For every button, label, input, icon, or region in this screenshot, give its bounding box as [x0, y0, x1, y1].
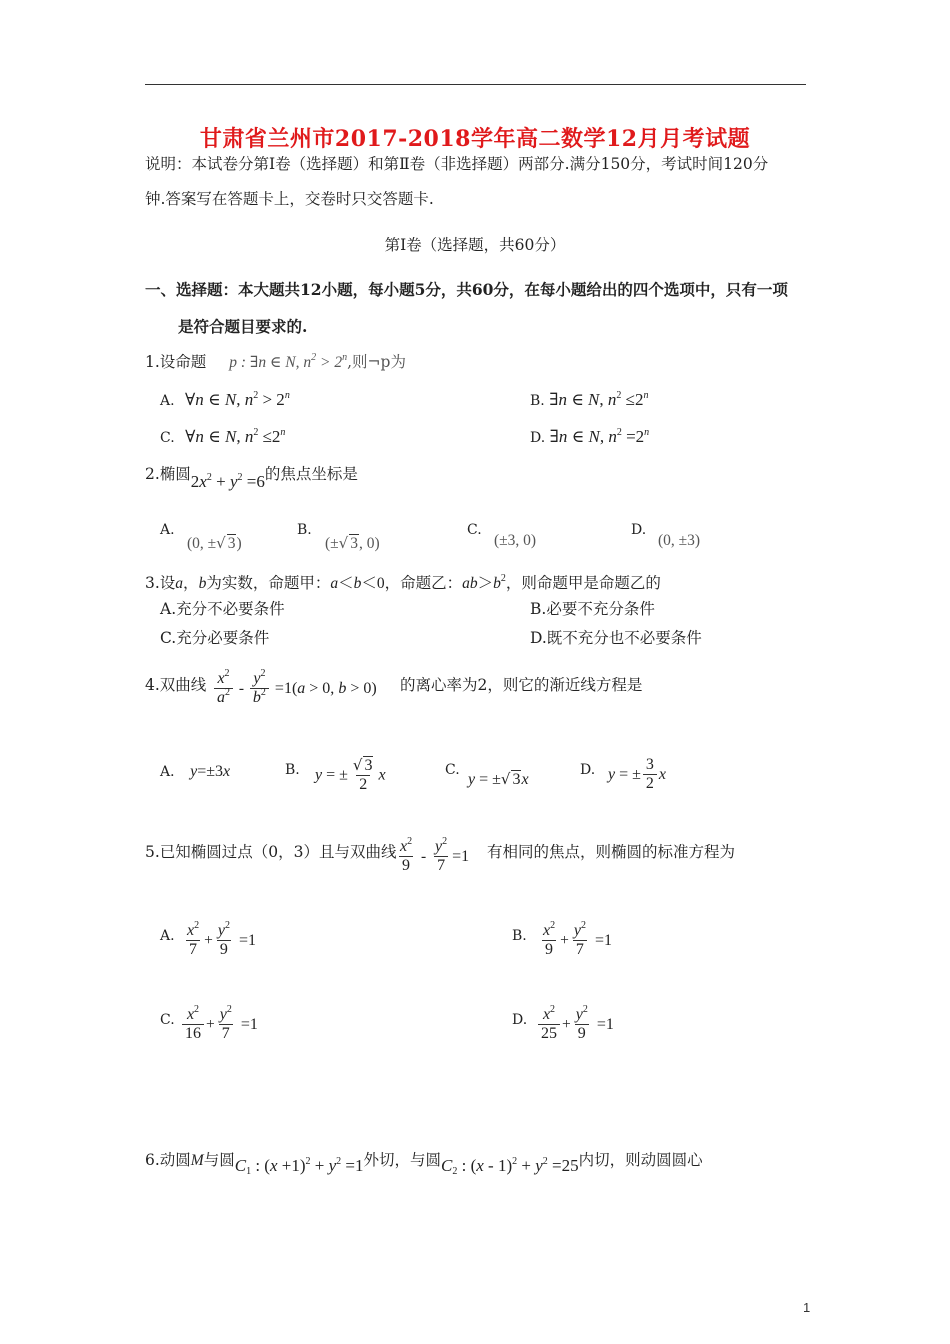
question-1-formula: p : ∃n ∈ N, $n^2 > 2^n$ [229, 352, 348, 371]
q3-option-b: B.必要不充分条件 [530, 600, 655, 618]
question-1-suffix: ,则¬p为 [347, 353, 406, 371]
question-4-suffix: 的离心率为2，则它的渐近线方程是 [400, 676, 643, 694]
q5-option-a: $\frac{x^2}{7}$ + $\frac{y^2}{9}$ =1 [187, 920, 256, 959]
q4-option-b: y = ± $\frac{√ 3}{2}$ x [315, 756, 386, 794]
q1-option-c: C. ∀n ∈ N, $n^2 \le 2^n$ [160, 427, 286, 446]
q5-option-d-label: D. [512, 1012, 528, 1028]
q4-option-b-label: B. [285, 762, 300, 778]
q2-option-a-label: A. [160, 522, 175, 538]
q2-option-d: (0, ±3) [658, 532, 701, 549]
header-rule [145, 84, 806, 85]
intro-line-1: 说明：本试卷分第Ⅰ卷（选择题）和第Ⅱ卷（非选择题）两部分.满分150分，考试时间120分 [145, 155, 769, 173]
intro-line-2: 钟.答案写在答题卡上，交卷时只交答题卡. [145, 190, 434, 208]
q4-option-c: y = ±√ 3x [468, 770, 529, 788]
page-title: 甘肃省兰州市2017-2018学年高二数学12月月考试题 [199, 126, 751, 152]
q5-option-c-label: C. [160, 1012, 175, 1028]
q4-option-d-label: D. [580, 762, 596, 778]
q5-option-a-label: A. [160, 928, 175, 944]
q2-option-b: (±√ 3, 0) [325, 534, 380, 552]
q4-option-a: A． y=±3x [160, 763, 231, 780]
q5-option-b-label: B. [512, 928, 527, 944]
question-5-prefix: 5.已知椭圆过点（0，3）且与双曲线 [145, 843, 397, 861]
question-5-suffix: 有相同的焦点，则椭圆的标准方程为 [487, 843, 736, 861]
q2-option-a: (0, ±√ 3) [187, 534, 242, 552]
q4-option-c-label: C. [445, 762, 460, 778]
question-2: 2.椭圆$2x^2 + y^2 =6$的焦点坐标是 [145, 465, 358, 491]
section-header: 第Ⅰ卷（选择题，共60分） [384, 236, 566, 254]
question-1 [145, 353, 406, 373]
q1-option-a: A. ∀n ∈ N, $n^2 > 2^n$ [160, 390, 290, 409]
q5-option-b: $\frac{x^2}{9}$ + $\frac{y^2}{7}$ =1 [543, 920, 612, 959]
question-5-formula: $\frac{x^2}{9}$ - $\frac{y^2}{7}$ =1 [400, 836, 470, 875]
question-6: 6.动圆M与圆$C_1$ : $(x +1)^2 + y^2 =1$外切，与圆$C_2$ : $(x - 1)^2 + y^2 =25$内切，则动圆圆心 [145, 1151, 703, 1177]
question-1-prefix: 1.设命题 [145, 353, 207, 371]
q3-option-a: A.充分不必要条件 [160, 600, 285, 618]
question-4-prefix: 4.双曲线 [145, 676, 207, 694]
part-one-instructions-2: 是符合题目要求的. [178, 317, 308, 336]
q2-option-d-label: D. [631, 522, 647, 538]
part-one-instructions-1: 一、选择题：本大题共12小题，每小题5分，共60分，在每小题给出的四个选项中，只有一项 [145, 280, 788, 299]
q2-option-b-label: B. [297, 522, 312, 538]
q3-option-c: C.充分必要条件 [160, 629, 270, 647]
q5-option-c: $\frac{x^2}{16}$ + $\frac{y^2}{7}$ =1 [180, 1006, 258, 1044]
q4-option-d: y = ± $\frac{3}{2}$ x [608, 756, 667, 793]
q1-option-d: D. ∃n ∈ N, $n^2 =2^n$ [530, 427, 650, 446]
question-3: 3.设a，b为实数，命题甲：a＜b＜0，命题乙：$ab>b^2$，则命题甲是命题乙的 [145, 573, 661, 592]
question-4-formula: $\frac{x^2}{a^2}$ - $\frac{y^2}{b^2}$ =1(a > 0, b > 0) [212, 670, 377, 708]
q1-option-b: B. ∃n ∈ N, $n^2 \le 2^n$ [530, 390, 649, 409]
q2-option-c-label: C. [467, 522, 482, 538]
q5-option-d: $\frac{x^2}{25}$ + $\frac{y^2}{9}$ =1 [536, 1006, 614, 1044]
page-number: 1 [803, 1300, 811, 1315]
q2-option-c: (±3, 0) [494, 532, 537, 549]
q3-option-d: D.既不充分也不必要条件 [530, 629, 702, 647]
